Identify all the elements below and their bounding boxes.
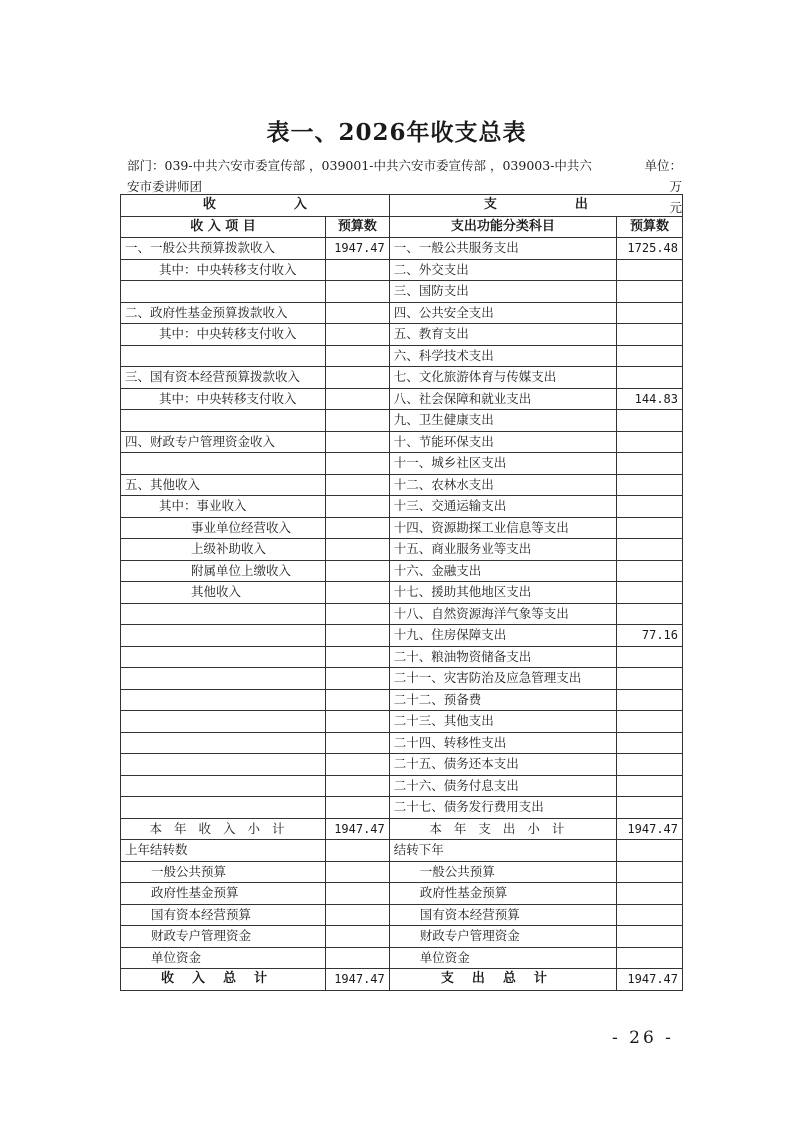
- table-row: [121, 388, 683, 410]
- expense-item: 十五、商业服务业等支出: [389, 539, 616, 561]
- expense-item: 十二、农林水支出: [389, 474, 616, 496]
- expense-carryover-heading: 结转下年: [389, 840, 616, 862]
- expense-carryover-item: 单位资金: [389, 947, 616, 969]
- table-row: [121, 410, 683, 432]
- expense-amount: [617, 797, 683, 819]
- expense-item: 九、卫生健康支出: [389, 410, 616, 432]
- income-item: [121, 689, 326, 711]
- header-group-row: [121, 195, 683, 217]
- expense-item: 二十七、债务发行费用支出: [389, 797, 616, 819]
- expense-item: 十六、金融支出: [389, 560, 616, 582]
- expense-subtotal-amount: 1947.47: [617, 818, 683, 840]
- income-item: [121, 797, 326, 819]
- expense-amount: [617, 345, 683, 367]
- page-title: 表一、2026年收支总表: [266, 119, 527, 146]
- income-subtotal-amount: 1947.47: [326, 818, 390, 840]
- expense-amount: [617, 646, 683, 668]
- table-row: [121, 367, 683, 389]
- expense-amount: [617, 474, 683, 496]
- expense-carryover-item: 一般公共预算: [389, 861, 616, 883]
- carryover-heading-row: [121, 840, 683, 862]
- income-amount: [326, 431, 390, 453]
- income-item: [121, 603, 326, 625]
- table-row: [121, 539, 683, 561]
- expense-item: 十四、资源勘探工业信息等支出: [389, 517, 616, 539]
- income-subtotal-label: 本年收入小计: [121, 818, 326, 840]
- income-item: 事业单位经营收入: [121, 517, 326, 539]
- income-total-label: 收入总计: [121, 969, 326, 991]
- income-item: [121, 754, 326, 776]
- table-row: [121, 797, 683, 819]
- expense-carryover-item: 国有资本经营预算: [389, 904, 616, 926]
- table-row: [121, 646, 683, 668]
- expense-item: 二十六、债务付息支出: [389, 775, 616, 797]
- income-item: [121, 281, 326, 303]
- carryover-row: [121, 883, 683, 905]
- expense-amount: [617, 496, 683, 518]
- expense-item: 二十三、其他支出: [389, 711, 616, 733]
- expense-total-label: 支出总计: [389, 969, 616, 991]
- income-item: 五、其他收入: [121, 474, 326, 496]
- expense-carryover-amount: [617, 840, 683, 862]
- expense-carryover-item: 政府性基金预算: [389, 883, 616, 905]
- income-item: 一、一般公共预算拨款收入: [121, 238, 326, 260]
- income-amount: [326, 302, 390, 324]
- table-row: [121, 345, 683, 367]
- income-carryover-item: 单位资金: [121, 947, 326, 969]
- income-amount: [326, 603, 390, 625]
- expense-amount: 77.16: [617, 625, 683, 647]
- expense-amount: [617, 431, 683, 453]
- income-amount: [326, 689, 390, 711]
- expense-amount: [617, 668, 683, 690]
- income-item: [121, 732, 326, 754]
- income-item: 其中：中央转移支付收入: [121, 259, 326, 281]
- expense-amount: [617, 582, 683, 604]
- income-carryover-item-amount: [326, 861, 390, 883]
- income-item: [121, 345, 326, 367]
- income-item-column-header: 收 入 项 目: [121, 216, 326, 238]
- table-row: [121, 302, 683, 324]
- expense-subtotal-label: 本年支出小计: [389, 818, 616, 840]
- table-row: [121, 689, 683, 711]
- income-item: [121, 646, 326, 668]
- expense-carryover-item-amount: [617, 883, 683, 905]
- income-amount: 1947.47: [326, 238, 390, 260]
- expense-item: 八、社会保障和就业支出: [389, 388, 616, 410]
- income-item: 二、政府性基金预算拨款收入: [121, 302, 326, 324]
- table-row: [121, 431, 683, 453]
- expense-carryover-item-amount: [617, 904, 683, 926]
- income-amount-column-header: 预算数: [326, 216, 390, 238]
- expense-item: 七、文化旅游体育与传媒支出: [389, 367, 616, 389]
- income-amount: [326, 496, 390, 518]
- income-amount: [326, 560, 390, 582]
- table-row: [121, 453, 683, 475]
- expense-amount: [617, 689, 683, 711]
- income-carryover-heading: 上年结转数: [121, 840, 326, 862]
- expense-amount: [617, 775, 683, 797]
- expense-amount: [617, 517, 683, 539]
- income-item: 其中：中央转移支付收入: [121, 324, 326, 346]
- table-row: [121, 754, 683, 776]
- income-amount: [326, 281, 390, 303]
- carryover-row: [121, 926, 683, 948]
- expense-carryover-item: 财政专户管理资金: [389, 926, 616, 948]
- income-amount: [326, 754, 390, 776]
- income-group-header: 收 入: [121, 195, 390, 217]
- expense-item: 十九、住房保障支出: [389, 625, 616, 647]
- expense-amount: [617, 453, 683, 475]
- expense-item: 十三、交通运输支出: [389, 496, 616, 518]
- department-label: 部门：039-中共六安市委宣传部 ，039001-中共六安市委宣传部 ，039003-中共六 安市委讲师团: [127, 158, 592, 194]
- income-item: 其他收入: [121, 582, 326, 604]
- carryover-row: [121, 904, 683, 926]
- table-row: [121, 625, 683, 647]
- income-amount: [326, 388, 390, 410]
- table-row: [121, 560, 683, 582]
- income-amount: [326, 345, 390, 367]
- income-carryover-amount: [326, 840, 390, 862]
- income-amount: [326, 582, 390, 604]
- expense-amount: [617, 302, 683, 324]
- expense-item: 十一、城乡社区支出: [389, 453, 616, 475]
- expense-amount: [617, 754, 683, 776]
- income-total-amount: 1947.47: [326, 969, 390, 991]
- table-row: [121, 517, 683, 539]
- table-row: [121, 711, 683, 733]
- expense-amount: [617, 711, 683, 733]
- income-amount: [326, 517, 390, 539]
- income-carryover-item-amount: [326, 904, 390, 926]
- income-amount: [326, 732, 390, 754]
- expense-item: 二十四、转移性支出: [389, 732, 616, 754]
- income-carryover-item: 政府性基金预算: [121, 883, 326, 905]
- expense-item: 十八、自然资源海洋气象等支出: [389, 603, 616, 625]
- page-number: - 26 -: [612, 1028, 674, 1048]
- income-item: [121, 453, 326, 475]
- expense-amount: [617, 281, 683, 303]
- income-amount: [326, 474, 390, 496]
- expense-item: 二、外交支出: [389, 259, 616, 281]
- expense-amount: [617, 367, 683, 389]
- expense-total-amount: 1947.47: [617, 969, 683, 991]
- header-column-row: [121, 216, 683, 238]
- table-row: [121, 775, 683, 797]
- expense-amount: [617, 732, 683, 754]
- expense-amount: [617, 410, 683, 432]
- table-row: [121, 582, 683, 604]
- table-row: [121, 324, 683, 346]
- income-item: [121, 668, 326, 690]
- expense-item: 十七、援助其他地区支出: [389, 582, 616, 604]
- table-row: [121, 603, 683, 625]
- total-row: [121, 969, 683, 991]
- income-item: 附属单位上缴收入: [121, 560, 326, 582]
- expense-item: 四、公共安全支出: [389, 302, 616, 324]
- income-amount: [326, 324, 390, 346]
- expense-amount: [617, 539, 683, 561]
- budget-summary-table: [120, 194, 683, 991]
- income-item: [121, 775, 326, 797]
- unit-label: 单位：万 元: [644, 158, 682, 215]
- table-row: [121, 238, 683, 260]
- expense-item: 十、节能环保支出: [389, 431, 616, 453]
- income-item: [121, 410, 326, 432]
- income-amount: [326, 453, 390, 475]
- expense-item: 二十、粮油物资储备支出: [389, 646, 616, 668]
- income-carryover-item-amount: [326, 883, 390, 905]
- income-item: 其中：中央转移支付收入: [121, 388, 326, 410]
- income-carryover-item: 国有资本经营预算: [121, 904, 326, 926]
- carryover-row: [121, 947, 683, 969]
- expense-carryover-item-amount: [617, 926, 683, 948]
- expense-amount: [617, 603, 683, 625]
- income-amount: [326, 625, 390, 647]
- table-row: [121, 668, 683, 690]
- income-amount: [326, 259, 390, 281]
- income-item: [121, 711, 326, 733]
- income-amount: [326, 646, 390, 668]
- expense-amount: 1725.48: [617, 238, 683, 260]
- income-item: 上级补助收入: [121, 539, 326, 561]
- expense-amount: 144.83: [617, 388, 683, 410]
- income-carryover-item-amount: [326, 926, 390, 948]
- subtotal-row: [121, 818, 683, 840]
- expense-amount-column-header: 预算数: [617, 216, 683, 238]
- income-amount: [326, 367, 390, 389]
- expense-item: 三、国防支出: [389, 281, 616, 303]
- table-row: [121, 281, 683, 303]
- expense-amount: [617, 259, 683, 281]
- income-carryover-item: 一般公共预算: [121, 861, 326, 883]
- income-amount: [326, 668, 390, 690]
- income-carryover-item-amount: [326, 947, 390, 969]
- table-row: [121, 259, 683, 281]
- table-row: [121, 474, 683, 496]
- income-item: 三、国有资本经营预算拨款收入: [121, 367, 326, 389]
- expense-item: 二十一、灾害防治及应急管理支出: [389, 668, 616, 690]
- income-amount: [326, 775, 390, 797]
- expense-carryover-item-amount: [617, 861, 683, 883]
- expense-item: 一、一般公共服务支出: [389, 238, 616, 260]
- income-carryover-item: 财政专户管理资金: [121, 926, 326, 948]
- expense-carryover-item-amount: [617, 947, 683, 969]
- expense-item: 二十二、预备费: [389, 689, 616, 711]
- expense-group-header: 支 出: [389, 195, 682, 217]
- expense-amount: [617, 324, 683, 346]
- income-item: 其中：事业收入: [121, 496, 326, 518]
- table-row: [121, 732, 683, 754]
- income-amount: [326, 539, 390, 561]
- income-item: 四、财政专户管理资金收入: [121, 431, 326, 453]
- expense-item: 六、科学技术支出: [389, 345, 616, 367]
- expense-item: 二十五、债务还本支出: [389, 754, 616, 776]
- income-item: [121, 625, 326, 647]
- income-amount: [326, 410, 390, 432]
- income-amount: [326, 711, 390, 733]
- expense-amount: [617, 560, 683, 582]
- table-row: [121, 496, 683, 518]
- expense-item: 五、教育支出: [389, 324, 616, 346]
- expense-item-column-header: 支出功能分类科目: [389, 216, 616, 238]
- income-amount: [326, 797, 390, 819]
- carryover-row: [121, 861, 683, 883]
